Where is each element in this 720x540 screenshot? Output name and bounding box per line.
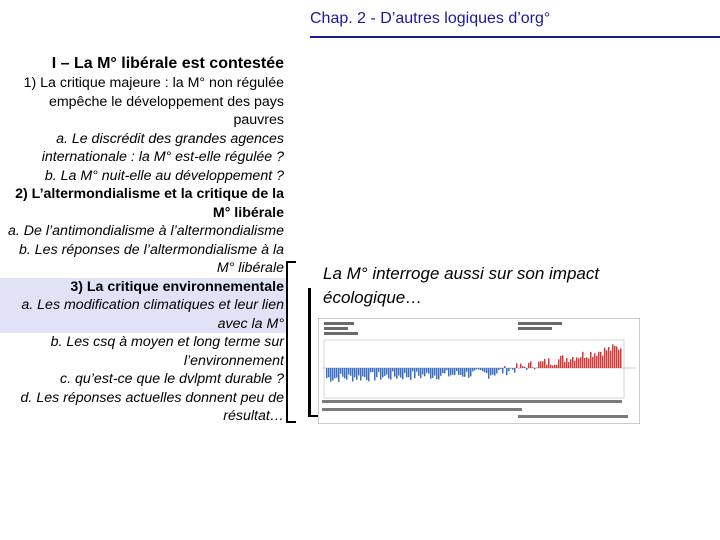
thumbnail-bar	[616, 346, 618, 368]
thumbnail-bar	[516, 363, 518, 368]
thumbnail-bar	[432, 368, 434, 378]
thumbnail-bar	[376, 368, 378, 377]
thumbnail-bar	[406, 368, 408, 377]
thumbnail-bar	[612, 344, 614, 368]
thumbnail-bar	[568, 362, 570, 368]
thumbnail-bar	[360, 368, 362, 380]
thumbnail-bar	[434, 368, 436, 376]
thumbnail-bar	[474, 368, 476, 370]
thumbnail-bar	[496, 368, 498, 373]
thumbnail-bar	[392, 368, 394, 371]
thumbnail-bar	[448, 368, 450, 376]
thumbnail-bar	[468, 368, 470, 378]
thumbnail-bar	[350, 368, 352, 376]
thumbnail-bar	[590, 352, 592, 368]
title-underline	[310, 36, 720, 38]
thumbnail-bar	[436, 368, 438, 379]
thumbnail-bar	[342, 368, 344, 377]
outline-item-2a: a. De l’antimondialisme à l’altermondialisme	[8, 223, 284, 239]
thumbnail-bar	[394, 368, 396, 377]
thumbnail-bar	[588, 359, 590, 368]
thumbnail-bar	[470, 368, 472, 376]
thumbnail-bar	[440, 368, 442, 376]
outline-item-1: 1) La critique majeure : la M° non régulée empêche le développement des pays pauvres	[23, 75, 284, 128]
thumbnail-bar	[366, 368, 368, 380]
thumbnail-bar	[458, 368, 460, 375]
thumbnail-bar	[336, 368, 338, 378]
thumbnail-bar	[354, 368, 356, 377]
thumbnail-bar	[560, 356, 562, 368]
outline-item-3b: b. Les csq à moyen et long terme sur l’environnement	[50, 334, 284, 369]
vertical-connector	[308, 288, 311, 416]
thumbnail-bar	[584, 358, 586, 368]
thumbnail-bar	[400, 368, 402, 378]
thumbnail-bar	[514, 368, 516, 373]
thumbnail-bar	[498, 368, 500, 370]
thumbnail-bar	[566, 358, 568, 368]
thumbnail-bar	[346, 368, 348, 380]
thumbnail-bar	[344, 368, 346, 378]
thumbnail-bar	[494, 368, 496, 376]
thumbnail-bar	[610, 351, 612, 368]
thumbnail-bar	[328, 368, 330, 377]
thumbnail-bar	[564, 362, 566, 368]
thumbnail-bar	[478, 368, 480, 370]
thumbnail-bar	[384, 368, 386, 376]
thumbnail-bar	[600, 352, 602, 368]
thumbnail-bar	[428, 368, 430, 374]
thumbnail-bar	[484, 368, 486, 372]
thumbnail-bar	[602, 356, 604, 368]
thumbnail-bar	[544, 359, 546, 368]
thumbnail-bar	[538, 362, 540, 368]
thumbnail-bar	[340, 368, 342, 374]
thumbnail-bar	[442, 368, 444, 373]
thumbnail-bar	[608, 347, 610, 368]
thumbnail-bar	[570, 359, 572, 368]
thumbnail-bar	[582, 352, 584, 368]
thumbnail-bar	[618, 350, 620, 368]
thumbnail-bar	[530, 361, 532, 368]
thumbnail-bar	[334, 368, 336, 378]
thumbnail-bar	[614, 346, 616, 368]
thumbnail-bar	[572, 357, 574, 368]
impact-text: La M° interroge aussi sur son impact écologique…	[323, 264, 600, 307]
thumbnail-bar	[438, 368, 440, 379]
thumbnail-bar	[380, 368, 382, 380]
outline-item-3: 3) La critique environnementale	[0, 278, 286, 297]
thumbnail-bar	[402, 368, 404, 379]
thumbnail-bar	[332, 368, 334, 380]
outline-item-2b: b. Les réponses de l’altermondialisme à la M° libérale	[19, 241, 284, 276]
chapter-title: Chap. 2 - D’autres logiques d’org°	[310, 10, 551, 27]
thumbnail-bar	[410, 368, 412, 380]
thumbnail-bar	[420, 368, 422, 378]
thumbnail-bar	[520, 364, 522, 368]
thumbnail-bar	[488, 368, 490, 379]
thumbnail-bar	[524, 367, 526, 368]
thumbnail-bar	[472, 368, 474, 371]
thumbnail-bar	[508, 368, 510, 371]
thumbnail-bar	[348, 368, 350, 375]
thumbnail-bar	[364, 368, 366, 377]
thumbnail-bar	[502, 368, 504, 373]
thumbnail-bar	[446, 368, 448, 370]
climate-chart-thumbnail	[318, 318, 640, 424]
thumbnail-bar	[476, 368, 478, 369]
thumbnail-bar	[464, 368, 466, 377]
thumbnail-bar	[526, 368, 528, 370]
thumbnail-bar	[540, 361, 542, 368]
thumbnail-bar	[412, 368, 414, 371]
thumbnail-bar	[594, 353, 596, 368]
thumbnail-bar	[388, 368, 390, 379]
thumbnail-bar	[606, 350, 608, 368]
thumbnail-bar	[370, 368, 372, 372]
thumbnail-bar	[580, 357, 582, 368]
outline-item-3d: d. Les réponses actuelles donnent peu de résultat…	[20, 389, 284, 424]
thumbnail-bar	[534, 368, 536, 369]
thumbnail-bar	[356, 368, 358, 380]
thumbnail-bar	[586, 357, 588, 368]
thumbnail-bar	[358, 368, 360, 375]
thumbnail-bar	[466, 368, 468, 372]
thumbnail-bar	[596, 356, 598, 368]
thumbnail-bar	[454, 368, 456, 375]
thumbnail-bar	[604, 348, 606, 368]
thumbnail-bar	[338, 368, 340, 382]
thumbnail-bar	[424, 368, 426, 376]
thumbnail-bar	[368, 368, 370, 381]
thumbnail-bar	[592, 357, 594, 368]
thumbnail-bar	[546, 365, 548, 368]
thumbnail-bar	[512, 368, 514, 370]
thumbnail-bar	[416, 368, 418, 372]
thumbnail-bar	[554, 365, 556, 368]
thumbnail-bar	[490, 368, 492, 375]
thumbnail-bar	[576, 357, 578, 368]
thumbnail-bar	[542, 361, 544, 368]
thumbnail-bar	[562, 355, 564, 368]
highlight-bracket	[286, 261, 296, 423]
thumbnail-bar	[414, 368, 416, 378]
thumbnail-bar	[500, 368, 502, 369]
outline-item-1b: b. La M° nuit-elle au développement ?	[44, 167, 284, 184]
thumbnail-bar	[528, 363, 530, 368]
thumbnail-bar	[556, 365, 558, 368]
thumbnail-bar	[372, 368, 374, 372]
thumbnail-bar	[522, 366, 524, 368]
thumbnail-bar	[532, 367, 534, 368]
thumbnail-bar	[506, 368, 508, 375]
outline-item-1a: a. Le discrédit des grandes agences internationale : la M° est-elle régulée ?	[41, 130, 284, 165]
thumbnail-bar	[450, 368, 452, 375]
thumbnail-bar	[598, 352, 600, 368]
thumbnail-bar	[504, 366, 506, 368]
thumbnail-bar	[558, 359, 560, 368]
thumbnail-bar	[352, 368, 354, 382]
thumbnail-bar	[462, 368, 464, 377]
thumbnail-bar	[510, 368, 512, 369]
thumbnail-bar	[430, 368, 432, 379]
thumbnail-bar	[422, 368, 424, 374]
thumbnail-bar	[362, 368, 364, 376]
thumbnail-bar	[480, 368, 482, 370]
thumbnail-bar	[326, 368, 328, 378]
section-title: I – La M° libérale est contestée	[51, 55, 284, 72]
thumbnail-bar	[578, 358, 580, 368]
thumbnail-bar	[408, 368, 410, 377]
thumbnail-bar	[486, 368, 488, 373]
thumbnail-bar	[492, 368, 494, 375]
thumbnail-bar	[548, 358, 550, 368]
connector-tick	[308, 415, 318, 417]
outline-item-3a: a. Les modification climatiques et leur lien avec la M°	[0, 296, 286, 333]
thumbnail-bar	[374, 368, 376, 380]
thumbnail-bar	[378, 368, 380, 372]
thumbnail-bar	[390, 368, 392, 380]
thumbnail-bar	[404, 368, 406, 373]
thumbnail-bar	[574, 361, 576, 368]
thumbnail-bar	[382, 368, 384, 377]
thumbnail-bar	[418, 368, 420, 376]
thumbnail-bar	[386, 368, 388, 375]
outline-list	[0, 54, 286, 426]
thumbnail-bar	[452, 368, 454, 375]
thumbnail-bar	[552, 366, 554, 368]
outline-item-3c: c. qu’est-ce que le dvlpmt durable ?	[60, 371, 284, 387]
thumbnail-bar	[550, 365, 552, 368]
thumbnail-bar	[330, 368, 332, 382]
thumbnail-bar	[444, 368, 446, 373]
thumbnail-bar	[460, 368, 462, 375]
thumbnail-bar	[620, 348, 622, 368]
thumbnail-bar	[396, 368, 398, 379]
outline-item-2: 2) L’altermondialisme et la critique de la M° libérale	[15, 186, 284, 221]
thumbnail-bar	[482, 368, 484, 371]
thumbnail-bar	[456, 368, 458, 371]
thumbnail-bar	[398, 368, 400, 376]
thumbnail-bar	[426, 368, 428, 373]
